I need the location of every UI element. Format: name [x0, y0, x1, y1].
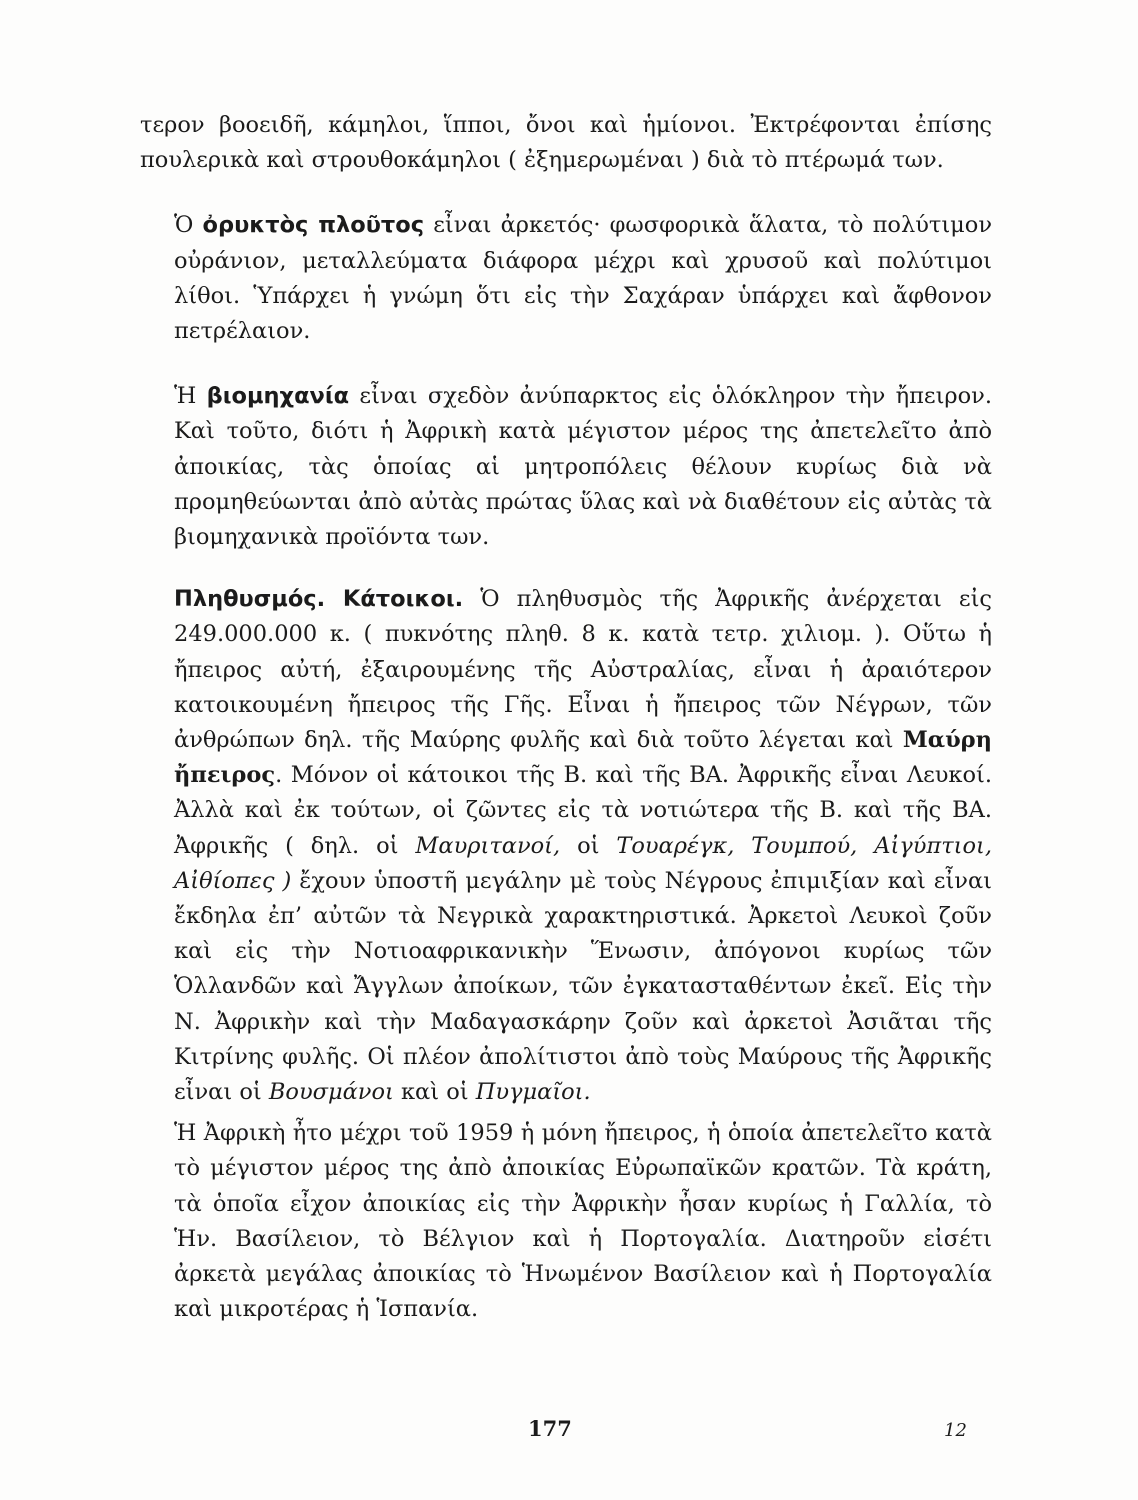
- population-italic-pygmies: Πυγμαῖοι.: [475, 1079, 591, 1106]
- paragraph-livestock: [140, 108, 992, 178]
- paragraph-population: [140, 582, 992, 1110]
- population-text-c: οἱ: [560, 832, 617, 859]
- paragraph-livestock-text: τερον βοοειδῆ, κάμηλοι, ἵπποι, ὄνοι καὶ ἡμίονοι. Ἐκτρέφονται ἐπίσης πουλερικὰ καὶ στρουθοκάμηλοι ( ἐξημερωμέναι ) διὰ τὸ πτέρωμά των.: [140, 112, 992, 174]
- industry-lead: Ἡ: [174, 383, 207, 410]
- population-text-d: ἔχουν ὑποστῆ μεγάλην μὲ τοὺς Νέγρους ἐπιμιξίαν καὶ εἶναι ἔκδηλα ἐπ’ αὐτῶν τὰ Νεγρικὰ χαρακτηριστικά. Ἀρκετοὶ Λευκοὶ ζοῦν καὶ εἰς τὴν Νοτιοαφρικανικὴν Ἕνωσιν, ἀπόγονοι κυρίως τῶν Ὁλλανδῶν καὶ Ἄγγλων ἀποίκων, τῶν ἐγκατασταθέντων ἐκεῖ. Εἰς τὴν Ν. Ἀφρικὴν καὶ τὴν Μαδαγασκάρην ζοῦν καὶ ἀρκετοὶ Ἀσιᾶται τῆς Κιτρίνης φυλῆς. Οἱ πλέον ἀπολίτιστοι ἀπὸ τοὺς Μαύρους τῆς Ἀφρικῆς εἶναι οἱ: [174, 867, 992, 1106]
- population-italic-bushmen: Βουσμάνοι: [268, 1079, 394, 1106]
- black-continent-term: Μαύρη ἤπειρος: [174, 727, 992, 789]
- page-body: [140, 108, 992, 1328]
- paragraph-mineral-wealth: [140, 208, 992, 349]
- population-text-e: καὶ οἱ: [393, 1079, 476, 1106]
- population-text-a: Ὁ πληθυσμὸς τῆς Ἀφρικῆς ἀνέρχεται εἰς 249.000.000 κ. ( πυκνότης πληθ. 8 κ. κατὰ τετρ. χιλιομ. ). Οὕτω ἡ ἤπειρος αὐτή, ἐξαιρουμένης τῆς Αὐστραλίας, εἶναι ἡ ἀραιότερον κατοικουμένη ἤπειρος τῆς Γῆς. Εἶναι ἡ ἤπειρος τῶν Νέγρων, τῶν ἀνθρώπων δηλ. τῆς Μαύρης φυλῆς καὶ διὰ τοῦτο λέγεται καὶ: [174, 586, 992, 754]
- paragraph-colonies: [140, 1116, 992, 1327]
- mineral-wealth-term: ὀρυκτὸς πλοῦτος: [202, 212, 425, 239]
- paragraph-colonies-text: Ἡ Ἀφρικὴ ἦτο μέχρι τοῦ 1959 ἡ μόνη ἤπειρος, ἡ ὁποία ἀπετελεῖτο κατὰ τὸ μέγιστον μέρος της ἀπὸ ἀποικίας Εὐρωπαϊκῶν κρατῶν. Τὰ κράτη, τὰ ὁποῖα εἶχον ἀποικίας εἰς τὴν Ἀφρικὴν ἦσαν κυρίως ἡ Γαλλία, τὸ Ἡν. Βασίλειον, τὸ Βέλγιον καὶ ἡ Πορτογαλία. Διατηροῦν εἰσέτι ἀρκετὰ μεγάλας ἀποικίας τὸ Ἡνωμένον Βασίλειον καὶ ἡ Πορτογαλία καὶ μικροτέρας ἡ Ἱσπανία.: [174, 1120, 992, 1323]
- mineral-text: εἶναι ἀρκετός· φωσφορικὰ ἅλατα, τὸ πολύτιμον οὐράνιον, μεταλλεύματα διάφορα μέχρι καὶ χρυσοῦ καὶ πολύτιμοι λίθοι. Ὑπάρχει ἡ γνώμη ὅτι εἰς τὴν Σαχάραν ὑπάρχει καὶ ἄφθονον πετρέλαιον.: [174, 212, 992, 345]
- industry-text: εἶναι σχεδὸν ἀνύπαρκτος εἰς ὁλόκληρον τὴν ἤπειρον. Καὶ τοῦτο, διότι ἡ Ἀφρικὴ κατὰ μέγιστον μέρος της ἀπετελεῖτο ἀπὸ ἀποικίας, τὰς ὁποίας αἱ μητροπόλεις θέλουν κυρίως διὰ νὰ προμηθεύωνται ἀπὸ αὐτὰς πρώτας ὕλας καὶ νὰ διαθέτουν εἰς αὐτὰς τὰ βιομηχανικὰ προϊόντα των.: [174, 383, 992, 551]
- mineral-lead: Ὁ: [174, 212, 203, 239]
- population-text-b: . Μόνον οἱ κάτοικοι τῆς Β. καὶ τῆς ΒΑ. Ἀφρικῆς εἶναι Λευκοί. Ἀλλὰ καὶ ἐκ τούτων, οἱ ζῶντες εἰς τὰ νοτιώτερα τῆς Β. καὶ τῆς ΒΑ. Ἀφρικῆς ( δηλ. οἱ: [174, 762, 992, 859]
- signature-mark: 12: [944, 1420, 967, 1441]
- population-italic-peoples: Τουαρέγκ, Τουμπού, Αἰγύπτιοι, Αἰθίοπες ): [174, 832, 992, 894]
- paragraph-industry: [140, 379, 992, 555]
- industry-term: βιομηχανία: [206, 383, 350, 410]
- population-heading: Πληθυσμός. Κάτοικοι.: [174, 586, 464, 613]
- page-number: 177: [528, 1416, 572, 1441]
- population-italic-mauritanians: Μαυριτανοί,: [415, 832, 561, 859]
